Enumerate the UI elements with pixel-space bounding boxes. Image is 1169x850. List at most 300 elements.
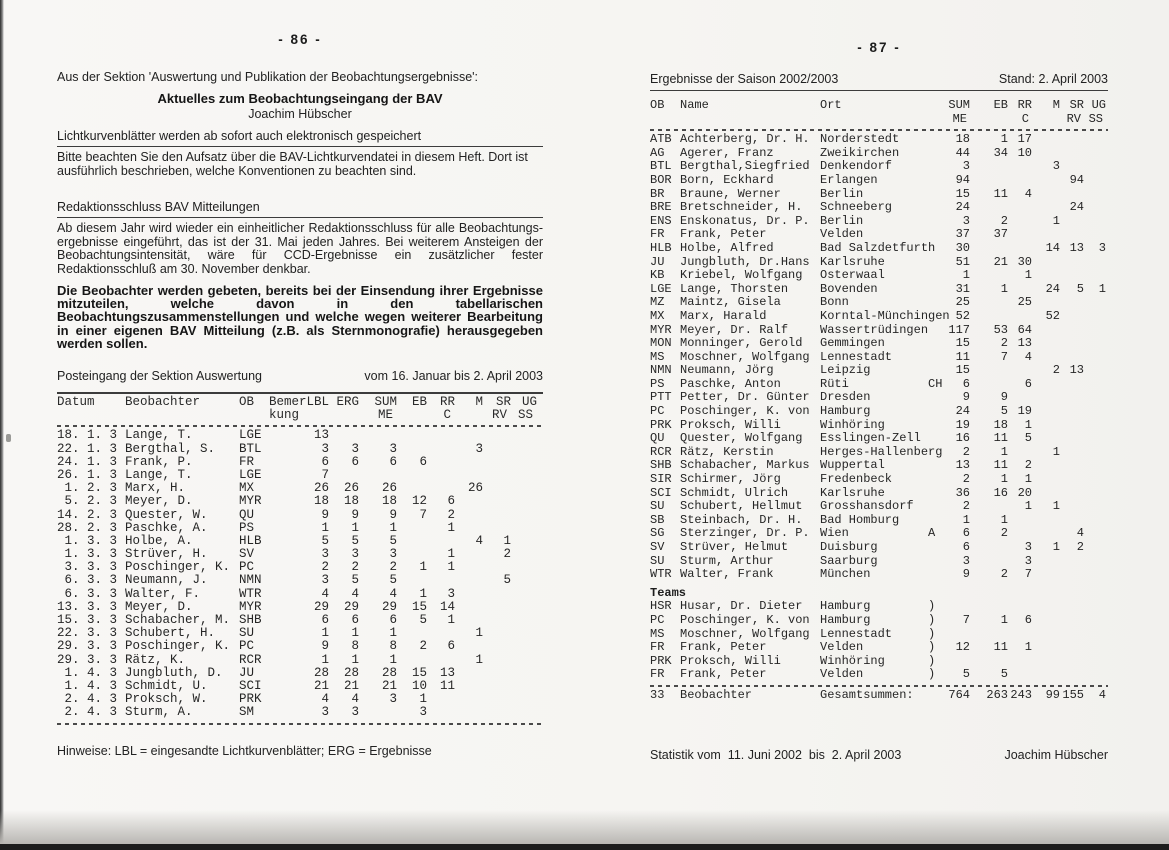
table-cell: Braune, Werner (680, 186, 781, 201)
table-cell: 4 (1024, 349, 1032, 364)
table-cell: 5. 2. 3 (64, 494, 117, 509)
table-cell: Ort (820, 98, 842, 112)
table-row (650, 655, 1108, 669)
table-cell (511, 640, 537, 653)
table-cell (1032, 324, 1060, 338)
table-cell (1060, 568, 1084, 582)
table-cell: 1 (419, 560, 427, 575)
table-cell: 6 (447, 639, 455, 654)
table-cell (427, 469, 455, 482)
table-cell: 15 (955, 336, 970, 351)
table-cell: MX (239, 481, 255, 496)
table-cell: 15 (411, 665, 427, 680)
table-cell (511, 680, 537, 693)
table-cell: 24 (955, 404, 970, 419)
table-cell (1032, 514, 1060, 528)
table-cell (269, 561, 297, 574)
table-cell: M (475, 395, 483, 409)
table-cell: 13 (1069, 240, 1084, 255)
table-cell: 99 (1045, 687, 1060, 702)
table-cell: 3 (389, 547, 397, 562)
table-cell: 4 (389, 586, 397, 601)
table-cell (455, 509, 483, 522)
table-body (650, 133, 1108, 582)
table-cell: 24 (1045, 281, 1060, 296)
table-cell: PC (650, 404, 665, 419)
table-cell (928, 310, 946, 324)
table-cell (511, 443, 537, 456)
scan-left-edge (0, 0, 4, 850)
table-cell (1060, 351, 1084, 365)
table-cell: 18 (993, 417, 1008, 432)
table-cell: 9 (321, 507, 329, 522)
table-cell: ) (928, 599, 936, 614)
table-cell (483, 588, 511, 601)
table-cell: Proksch, W. (125, 692, 208, 707)
table-cell: 5 (1000, 667, 1008, 682)
table-cell: 3 (475, 441, 483, 456)
table-row (57, 443, 543, 456)
table-cell (511, 561, 537, 574)
table-header-divider (650, 129, 1108, 131)
table-cell: Paschke, Anton (680, 376, 781, 391)
table-cell: Lennestadt (820, 349, 893, 364)
table-cell: 6 (1024, 612, 1032, 627)
table-cell (455, 409, 483, 422)
table-cell: M (1052, 98, 1060, 112)
table-cell (397, 522, 427, 535)
table-cell: 2 (1000, 526, 1008, 541)
table-cell: 53 (993, 322, 1008, 337)
table-cell: 1 (962, 512, 970, 527)
table-cell: 1. 4. 3 (64, 665, 117, 680)
table-cell: 37 (955, 227, 970, 242)
scan-bottom-shadow (0, 810, 1169, 844)
table-cell (1084, 269, 1106, 283)
table-cell (650, 113, 680, 127)
table-cell: SUM (948, 98, 970, 112)
table-cell: Korntal-Münchingen (820, 308, 950, 323)
table-cell (455, 548, 483, 561)
table-cell (511, 429, 537, 442)
table-cell: SV (650, 540, 665, 554)
table-cell: Duisburg (820, 540, 878, 554)
table-cell (329, 409, 359, 422)
table-cell (455, 522, 483, 535)
table-cell (511, 693, 537, 706)
table-cell: ) (928, 640, 936, 655)
table-cell: 3 (389, 692, 397, 707)
table-cell (1060, 405, 1084, 419)
table-cell: MYR (239, 494, 262, 509)
table-cell: Poschinger, K. (125, 639, 231, 654)
table-cell: 29 (343, 599, 359, 614)
table-cell: 29. 3. 3 (57, 652, 118, 667)
table-cell: 26 (467, 481, 483, 496)
table-cell: 7 (321, 467, 329, 482)
table-cell: 4 (351, 586, 359, 601)
table-cell (970, 269, 1008, 283)
table-cell: Husar, Dr. Dieter (680, 599, 803, 614)
totals-row (650, 689, 1108, 703)
table-cell: 24 (1069, 200, 1084, 215)
table-cell (483, 627, 511, 640)
table-cell: Norderstedt (820, 132, 900, 147)
table-cell: ) (928, 626, 936, 641)
table-cell: 13 (439, 665, 455, 680)
table-cell: 3 (962, 213, 970, 228)
table-cell: 1 (419, 692, 427, 707)
table-cell: LGE (650, 281, 672, 296)
table-cell: PC (650, 612, 665, 627)
table-cell (970, 310, 1008, 324)
table-cell (1008, 201, 1032, 215)
table-cell: Winhöring (820, 653, 885, 668)
table-cell: Bovenden (820, 281, 878, 296)
table-cell: 1 (389, 652, 397, 667)
table-cell: 11 (993, 458, 1008, 473)
table-cell: 1 (1000, 281, 1008, 296)
table-cell: 3 (962, 553, 970, 568)
table-cell: 2 (321, 560, 329, 575)
table-cell: WTR (239, 586, 262, 601)
table-cell: 14 (439, 599, 455, 614)
table-cell (397, 469, 427, 482)
table-cell: 2 (962, 499, 970, 514)
table-cell: SHB (239, 613, 262, 627)
table-cell (1084, 514, 1106, 528)
table-cell (269, 667, 297, 680)
table-cell: Achterberg, Dr. H. (680, 132, 810, 147)
table-cell (269, 680, 297, 693)
table-cell: 11 (439, 678, 455, 693)
table-cell (1060, 655, 1084, 669)
table-cell (1084, 432, 1106, 446)
table-cell: HLB (239, 533, 262, 548)
table-cell (928, 419, 946, 433)
table-cell (269, 495, 297, 508)
table-row (650, 351, 1108, 365)
table-cell (269, 693, 297, 706)
table-cell: Strüver, H. (125, 547, 208, 562)
table-cell (1060, 432, 1084, 446)
table-cell: 52 (1045, 308, 1060, 323)
table-cell: Erlangen (820, 172, 878, 187)
table-cell: 4 (475, 533, 483, 548)
table-cell: BRE (650, 200, 672, 215)
table-cell: 17 (1017, 132, 1032, 147)
table-cell (928, 99, 946, 113)
table-cell (1032, 201, 1060, 215)
teams-body (650, 600, 1108, 682)
table-cell (1060, 500, 1084, 514)
table-cell (511, 495, 537, 508)
table-cell (928, 174, 946, 188)
table-cell (928, 689, 946, 703)
table-cell: Walter, F. (125, 586, 201, 601)
table-cell: 1 (447, 613, 455, 627)
table-cell (1032, 459, 1060, 473)
table-cell (1008, 310, 1032, 324)
table-cell: BR (650, 186, 665, 201)
table-cell (1084, 614, 1106, 628)
table-cell: EB (993, 98, 1008, 112)
table-cell (1032, 113, 1060, 127)
table-cell: 9 (321, 639, 329, 654)
table-cell (1060, 419, 1084, 433)
table-cell: C (1021, 111, 1029, 126)
table-cell (1060, 269, 1084, 283)
table-cell: Proksch, Willi (680, 417, 781, 432)
table-row (650, 500, 1108, 514)
table-cell: PS (239, 520, 255, 535)
table-cell: 30 (955, 240, 970, 255)
table-cell: 10 (411, 678, 427, 693)
table-cell (269, 627, 297, 640)
table-cell (1084, 378, 1106, 392)
table-cell: 117 (948, 322, 970, 337)
table-cell: SU (650, 499, 665, 514)
table-cell (1032, 614, 1060, 628)
table-cell (928, 555, 946, 569)
table-cell: 3 (321, 441, 329, 456)
table-cell (397, 409, 427, 422)
table-cell: Gesamtsummen: (820, 687, 914, 702)
table-cell: JU (650, 254, 665, 269)
table-cell (511, 522, 537, 535)
table-cell: 9 (351, 507, 359, 522)
table-cell: 2 (1052, 363, 1060, 378)
table-cell: 9 (962, 390, 970, 405)
table-cell (928, 283, 946, 297)
table-row (650, 514, 1108, 528)
table-cell (1084, 364, 1106, 378)
table-cell (928, 541, 946, 555)
table-cell (397, 535, 427, 548)
table-cell (1060, 628, 1084, 642)
table-cell: 4 (321, 692, 329, 707)
table-cell (1084, 446, 1106, 460)
table-cell (928, 473, 946, 487)
table-cell (483, 601, 511, 614)
table-cell: 1 (1024, 417, 1032, 432)
table-cell: SCI (650, 485, 672, 500)
table-cell: Quester, Wolfgang (680, 431, 803, 446)
table-cell: Rüti (820, 376, 849, 391)
table-cell: 13 (313, 428, 329, 443)
table-cell: Marx, Harald (680, 308, 767, 323)
table-cell: 1 (447, 520, 455, 535)
table-cell: 2 (1000, 567, 1008, 582)
table-cell (511, 456, 537, 469)
table-cell: HLB (650, 240, 672, 255)
table-row (650, 391, 1108, 405)
table-row (650, 228, 1108, 242)
table-row (650, 527, 1108, 541)
table-cell: 5 (1024, 431, 1032, 446)
table-cell: Poschinger, K. von (680, 612, 810, 627)
table-cell: 24 (955, 200, 970, 215)
table-cell: 28 (381, 665, 397, 680)
table-cell: 13. 3. 3 (57, 599, 118, 614)
section-heading: Redaktionsschluss BAV Mitteilungen (57, 200, 543, 218)
table-cell: Schabacher, M. (125, 613, 231, 627)
table-cell: Lange, T. (125, 467, 193, 482)
table-cell: 13 (955, 458, 970, 473)
table-cell: kung (269, 408, 300, 423)
table-cell: Monninger, Gerold (680, 336, 803, 351)
table-cell: Bonn (820, 295, 849, 310)
table-cell: Hamburg (820, 612, 871, 627)
table-cell (1032, 351, 1060, 365)
table-cell: SCI (239, 678, 262, 693)
table-cell (359, 429, 397, 442)
table-row (57, 706, 543, 719)
table-cell: 155 (1062, 687, 1084, 702)
table-cell (269, 522, 297, 535)
table-cell (1060, 310, 1084, 324)
table-cell (928, 242, 946, 256)
table-row (650, 668, 1108, 682)
table-cell (1032, 641, 1060, 655)
teams-label: Teams (650, 585, 687, 600)
table-cell: RV (1066, 111, 1081, 126)
table-cell: A (928, 526, 936, 541)
table-cell (455, 574, 483, 587)
table-cell (928, 568, 946, 582)
table-cell: MX (650, 308, 665, 323)
table-cell: Schabacher, Markus (680, 458, 810, 473)
table-cell (1060, 514, 1084, 528)
table-cell (1060, 459, 1084, 473)
table-cell (1060, 614, 1084, 628)
table-cell (329, 429, 359, 442)
table-cell (1084, 405, 1106, 419)
table-cell: Wuppertal (820, 458, 885, 473)
table-cell (269, 443, 297, 456)
table-cell: 22. 3. 3 (57, 626, 118, 641)
table-cell: SM (239, 705, 255, 720)
table-cell: Schubert, Hellmut (680, 499, 803, 514)
table-cell (1084, 473, 1106, 487)
table-cell: 1 (1052, 540, 1060, 554)
table-cell: 2 (1076, 540, 1084, 554)
table-cell (455, 706, 483, 719)
results-header (650, 72, 1108, 91)
section-body: Ab diesem Jahr wird wieder ein einheitlicher Redaktionsschluss für alle Beobachtungsergebnisse eingeführt, das ist der 31. Mai jeden Jahres. Bei weiterem Ansteigen der Beobachtungsintensität, wäre für CCD-Ergebnisse ein zusätzlicher fester Redaktionsschluß am 30. November denkbar. (57, 221, 543, 276)
statistics-footer (650, 748, 1108, 762)
table-cell: Proksch, Willi (680, 653, 781, 668)
table-cell: Zweikirchen (820, 145, 900, 160)
table-cell: 1 (1024, 640, 1032, 655)
table-cell: RV (491, 408, 507, 423)
table-cell (970, 160, 1008, 174)
table-row (650, 641, 1108, 655)
table-cell: 1 (389, 626, 397, 641)
table-row (57, 667, 543, 680)
table-cell: 6 (321, 454, 329, 469)
table-row (57, 522, 543, 535)
table-cell: Lange, T. (125, 428, 193, 443)
table-cell (1060, 133, 1084, 147)
table-cell (1008, 283, 1032, 297)
table-cell: 5 (962, 667, 970, 682)
table-cell: PRK (239, 692, 262, 707)
totals-divider (650, 685, 1108, 687)
table-cell (1008, 391, 1032, 405)
table-cell: ERG (336, 395, 359, 409)
table-cell (1084, 500, 1106, 514)
table-row (650, 133, 1108, 147)
table-row (650, 689, 1108, 703)
table-cell: 94 (955, 172, 970, 187)
table-cell (427, 574, 455, 587)
table-cell (1084, 296, 1106, 310)
table-cell: 15. 3. 3 (57, 613, 118, 627)
table-cell (1084, 419, 1106, 433)
table-cell (483, 640, 511, 653)
table-cell (1060, 256, 1084, 270)
table-cell (511, 706, 537, 719)
table-row (650, 568, 1108, 582)
table-cell (946, 655, 970, 669)
table-cell: Gemmingen (820, 336, 885, 351)
table-cell: 21 (381, 678, 397, 693)
table-cell: Beobachter (125, 395, 201, 409)
table-cell (928, 446, 946, 460)
table-cell (928, 364, 946, 378)
table-cell: 11 (993, 640, 1008, 655)
table-cell: Herges-Hallenberg (820, 444, 943, 459)
table-cell (1032, 668, 1060, 682)
table-cell: SU (650, 553, 665, 568)
table-cell (1060, 188, 1084, 202)
table-cell (928, 296, 946, 310)
table-cell: 3 (1024, 540, 1032, 554)
table-cell (928, 201, 946, 215)
table-cell: Bad Homburg (820, 512, 900, 527)
results-table (650, 99, 1108, 703)
table-cell (1032, 419, 1060, 433)
section-body: Bitte beachten Sie den Aufsatz über die BAV-Lichtkurvendatei in diesem Heft. Dort ist ausführlich beschrieben, welche Konventionen zu beachten sind. (57, 150, 528, 178)
table-cell: 8 (389, 639, 397, 654)
table-cell: 28. 2. 3 (57, 520, 118, 535)
table-cell (1008, 655, 1032, 669)
table-cell: Rätz, Kerstin (680, 444, 774, 459)
table-cell (928, 459, 946, 473)
table-top-rule (57, 392, 543, 394)
table-cell (455, 495, 483, 508)
table-cell: OB (239, 395, 255, 409)
table-row (650, 324, 1108, 338)
table-cell: MZ (650, 295, 665, 310)
table-header (650, 99, 1108, 126)
table-cell: 1 (1052, 213, 1060, 228)
table-cell: 19 (955, 417, 970, 432)
table-cell (1084, 351, 1106, 365)
table-cell: 1 (447, 547, 455, 562)
table-cell (680, 113, 820, 127)
table-cell (1008, 174, 1032, 188)
table-cell (397, 429, 427, 442)
table-cell (1032, 296, 1060, 310)
table-row (650, 188, 1108, 202)
table-cell: Holbe, Alfred (680, 240, 774, 255)
table-cell: JU (239, 665, 255, 680)
table-cell (1032, 174, 1060, 188)
table-row (57, 588, 543, 601)
table-cell (483, 495, 511, 508)
